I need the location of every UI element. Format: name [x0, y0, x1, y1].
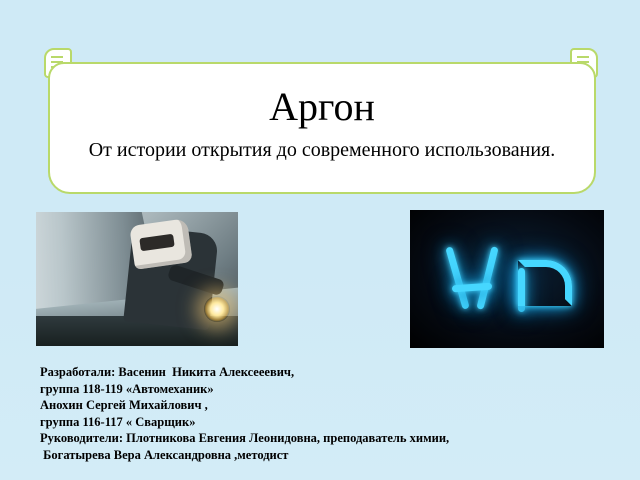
welder-photo-arc-spark — [204, 296, 230, 322]
credits-line: группа 116-117 « Сварщик» — [40, 414, 196, 429]
credits-block — [40, 364, 600, 463]
credits-line: группа 118-119 «Автомеханик» — [40, 381, 214, 396]
title-banner — [48, 62, 596, 194]
page-title: Аргон — [269, 84, 375, 129]
credits-line: Богатырева Вера Александровна ,методист — [40, 447, 289, 462]
neon-sign-photo — [410, 210, 604, 348]
credits-line: Разработали: Васенин Никита Алексееевич, — [40, 365, 295, 379]
neon-letter-a-icon — [444, 246, 502, 308]
neon-photo-background — [410, 210, 604, 348]
credits-line: Руководители: Плотникова Евгения Леонидовна, преподаватель химии, — [40, 431, 450, 445]
credits-line: Анохин Сергей Михайлович , — [40, 398, 208, 412]
page-subtitle: От истории открытия до современного использования. — [88, 139, 556, 161]
welder-photo — [36, 212, 238, 346]
neon-letter-r-arc-icon — [518, 260, 572, 306]
